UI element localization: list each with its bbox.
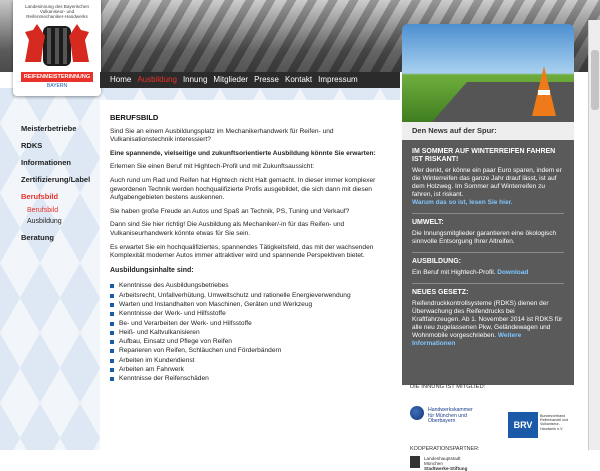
- news-text: Wer denkt, er könne ein paar Euro sparen, indem er die Winterreifen das ganze Jahr drauf lässt, ist auf dem Holzweg. Im Sommer auf Winterreifen zu fahren, ist riskant.: [412, 167, 562, 198]
- logo[interactable]: [13, 0, 101, 96]
- list-item: Kenntnisse der Reifenschäden: [110, 374, 390, 383]
- news-panel: [402, 140, 574, 385]
- news-text: Ein Beruf mit Hightech-Profil.: [412, 269, 496, 276]
- news-heading: NEUES GESETZ:: [412, 289, 469, 296]
- stadt-line-2: München: [424, 461, 443, 466]
- list-item: Arbeiten am Fahrwerk: [110, 365, 390, 374]
- news-heading: IM SOMMER AUF WINTERREIFEN FAHREN IST RISKANT!: [412, 148, 556, 163]
- partner-label: KOOPERATIONSPARTNER:: [410, 446, 480, 452]
- scrollbar-thumb[interactable]: [591, 50, 599, 110]
- list-item: Arbeitsrecht, Unfallverhütung, Umweltschutz und rationelle Energieverwendung: [110, 291, 390, 300]
- sidebar-item-rdks[interactable]: RDKS: [21, 141, 43, 150]
- lion-crest-icon: [21, 22, 93, 68]
- news-block-winterreifen: [412, 148, 564, 214]
- sidebar-item-meisterbetriebe[interactable]: Meisterbetriebe: [21, 124, 77, 133]
- traffic-cone-band: [538, 90, 550, 95]
- scrollbar[interactable]: [588, 20, 600, 450]
- nav-item-kontakt[interactable]: Kontakt: [285, 75, 313, 84]
- news-block-ausbildung: [412, 258, 564, 284]
- paragraph-4: Dann sind Sie hier richtig! Die Ausbildung als Mechaniker/-in für das Reifen- und Vulkaniseurhandwerk könnte etwas für Sie sein.: [110, 221, 345, 237]
- logo-brand: REIFENMEISTERINNUNG: [21, 72, 93, 82]
- main-content: [100, 100, 400, 450]
- main-navigation: [100, 72, 400, 88]
- news-block-gesetz: [412, 289, 564, 354]
- hwk-logo[interactable]: [410, 400, 490, 424]
- news-heading: UMWELT:: [412, 219, 444, 226]
- nav-item-home[interactable]: Home: [110, 75, 132, 84]
- nav-item-impressum[interactable]: Impressum: [318, 75, 358, 84]
- lead-text: Eine spannende, vielseitige und zukunftsorientierte Ausbildung könnte Sie erwarten:: [110, 149, 376, 157]
- paragraph-2: Auch rund um Rad und Reifen hat Hightech nicht Halt gemacht. In dieser immer komplexer gewordenen Technik werden hochqualifizierte Profis ausgebildet, die sich dann mit diesen Aufgabengebieten bestens auskennen.: [110, 176, 376, 202]
- list-item: Arbeiten im Kundendienst: [110, 356, 390, 365]
- sidebar-subitem-berufsbild[interactable]: Berufsbild: [27, 207, 59, 214]
- brv-logo[interactable]: BRV: [508, 412, 538, 438]
- list-item: Aufbau, Einsatz und Pflege von Reifen: [110, 337, 390, 346]
- hwk-line-2: für München und Oberbayern: [428, 412, 467, 425]
- nav-item-mitglieder[interactable]: Mitglieder: [213, 75, 249, 84]
- sidebar: [0, 120, 100, 246]
- news-caption: Den News auf der Spur:: [402, 122, 574, 140]
- hwk-emblem-icon: [410, 406, 424, 420]
- nav-item-innung[interactable]: Innung: [182, 75, 208, 84]
- sidebar-item-informationen[interactable]: Informationen: [21, 158, 71, 167]
- right-column: [400, 20, 600, 471]
- news-text: Die Innungsmitglieder garantieren eine ökologisch sinnvolle Entsorgung Ihrer Altreifen.: [412, 230, 557, 245]
- membership-label: DIE INNUNG IST MITGLIED:: [410, 384, 486, 390]
- paragraph-1: Erlernen Sie einen Beruf mit Hightech-Profil und mit Zukunftsaussicht:: [110, 163, 315, 171]
- news-link-winterreifen[interactable]: Warum das so ist, lesen Sie hier.: [412, 199, 513, 206]
- paragraph-3: Sie haben große Freude an Autos und Spaß an Technik, PS, Tuning und Verkauf?: [110, 207, 350, 215]
- list-item: Be- und Verarbeiten der Werk- und Hilfsstoffe: [110, 319, 390, 328]
- news-heading: AUSBILDUNG:: [412, 258, 461, 265]
- news-block-umwelt: [412, 219, 564, 253]
- news-road-image[interactable]: [402, 24, 574, 122]
- nav-item-ausbildung[interactable]: Ausbildung: [137, 75, 177, 84]
- news-link-rdks[interactable]: Weitere Informationen: [412, 332, 522, 347]
- list-item: Kenntnisse der Werk- und Hilfsstoffe: [110, 309, 390, 318]
- paragraph-5: Es erwartet Sie ein hochqualifiziertes, spannendes Tätigkeitsfeld, das mit der wachsenden Komplexität moderner Autos immer attraktiver wird und spannende Perspektiven bietet.: [110, 243, 374, 260]
- brv-text: Bundesverband Reifenhandel und Vulkaniseur-Handwerk e.V.: [540, 414, 569, 431]
- stadtwerke-logo[interactable]: [410, 454, 570, 470]
- hwk-line-1: Handwerkskammer: [428, 407, 473, 413]
- news-text: Reifendruckkontrollsysteme (RDKS) dienen der Überwachung des Reifendrucks bei Kraftfahrzeugen. Ab 1. November 2014 ist RDKS für alle neu zugelassenen Pkw, Geländewagen und Wohnmobile vorgeschrieben.: [412, 300, 563, 339]
- sidebar-item-zertifizierung[interactable]: Zertifizierung/Label: [21, 175, 91, 184]
- sidebar-subitem-ausbildung[interactable]: Ausbildung: [27, 218, 62, 225]
- sidebar-item-beratung[interactable]: Beratung: [21, 233, 54, 242]
- list-item: Reparieren von Reifen, Schläuchen und Förderbändern: [110, 346, 390, 355]
- intro-question: Sind Sie an einem Ausbildungsplatz im Mechanikerhandwerk für Reifen- und Vulkanisationstechnik interessiert?: [110, 127, 334, 144]
- training-content-heading: Ausbildungsinhalte sind:: [110, 266, 194, 274]
- city-emblem-icon: [410, 456, 420, 468]
- logo-association-text: Landesinnung des Bayerischen Vulkaniseur- und Reifenmechaniker-Handwerks: [24, 4, 90, 19]
- page-title: BERUFSBILD: [110, 113, 159, 122]
- stadt-line-1: Landeshauptstadt: [424, 456, 461, 461]
- nav-item-presse[interactable]: Presse: [254, 75, 279, 84]
- list-item: Kenntnisse des Ausbildungsbetriebes: [110, 281, 390, 290]
- list-item: Warten und Instandhalten von Maschinen, Geräten und Werkzeug: [110, 300, 390, 309]
- logo-region: BAYERN: [46, 83, 68, 89]
- stadt-line-3: Stadtwerke-Stiftung: [424, 466, 468, 471]
- sidebar-item-berufsbild[interactable]: Berufsbild: [21, 192, 59, 201]
- download-link[interactable]: Download: [497, 269, 529, 276]
- list-item: Heiß- und Kaltvulkanisieren: [110, 328, 390, 337]
- training-content-list: [110, 281, 390, 383]
